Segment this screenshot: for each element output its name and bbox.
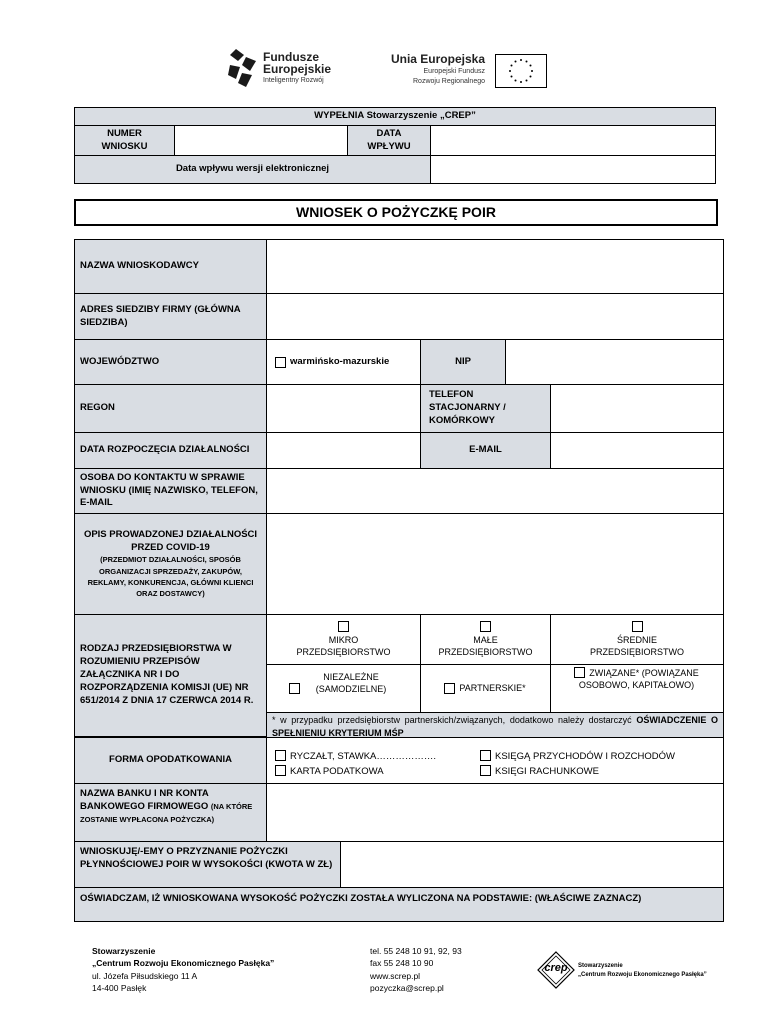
male-label: MAŁE PRZEDSIĘBIORSTWO <box>438 634 533 657</box>
nip-field[interactable] <box>505 339 724 385</box>
fe-logo-line3: Inteligentny Rozwój <box>263 77 324 84</box>
crep-logo-org <box>578 962 707 979</box>
form-title: WNIOSEK O POŻYCZKĘ POIR <box>74 199 718 226</box>
male-checkbox[interactable] <box>480 621 491 632</box>
partnerskie-option[interactable] <box>420 664 551 712</box>
mikro-option[interactable] <box>266 614 421 665</box>
adres-field[interactable] <box>266 293 724 340</box>
male-option[interactable] <box>420 614 551 665</box>
partnerskie-checkbox[interactable] <box>444 683 455 694</box>
wojewodztwo-option[interactable] <box>266 339 421 385</box>
footnote-bold: OŚWIADCZENIE O SPEŁNIENIU KRYTERIUM MŚP <box>272 715 718 738</box>
crep-logo-org1: Stowarzyszenie <box>578 963 623 969</box>
ue-line1: Unia Europejska <box>390 52 485 66</box>
regon-label: REGON <box>74 384 267 433</box>
telefon-label: TELEFON STACJONARNY / KOMÓRKOWY <box>420 384 551 433</box>
email-field[interactable] <box>550 432 724 469</box>
office-title: WYPEŁNIA Stowarzyszenie „CREP” <box>74 107 716 126</box>
footer-address <box>92 945 332 994</box>
ue-line3: Rozwoju Regionalnego <box>413 78 485 85</box>
electronic-date-field[interactable] <box>430 155 716 184</box>
footer-www[interactable]: www.screp.pl <box>370 970 421 981</box>
niezalezne-label: NIEZALEŻNE (SAMODZIELNE) <box>315 672 387 695</box>
adres-label: ADRES SIEDZIBY FIRMY (GŁÓWNA SIEDZIBA) <box>74 293 267 340</box>
forma-label: FORMA OPODATKOWANIA <box>74 737 267 784</box>
karta-label: KARTA PODATKOWA <box>290 766 384 777</box>
ryczalt-checkbox[interactable] <box>275 750 286 761</box>
ksiegi-checkbox[interactable] <box>480 765 491 776</box>
wojewodztwo-label: WOJEWÓDZTWO <box>74 339 267 385</box>
footer-mail[interactable]: pozyczka@screp.pl <box>370 982 444 993</box>
footnote <box>266 712 724 738</box>
forma-options <box>266 737 724 784</box>
fe-logo-line1: Fundusze <box>263 50 319 64</box>
nazwa-label: NAZWA WNIOSKODAWCY <box>74 239 267 294</box>
numer-wniosku-label: NUMER WNIOSKU <box>74 125 175 156</box>
nip-label: NIP <box>420 339 506 385</box>
zwiazane-label: ZWIĄZANE* (POWIĄZANE OSOBOWO, KAPITAŁOWO) <box>578 668 699 691</box>
zwiazane-option[interactable] <box>550 664 724 712</box>
wnioskuje-label: WNIOSKUJĘ/-EMY O PRZYZNANIE POŻYCZKI PŁYNNOŚCIOWEJ POIR W WYSOKOŚCI (KWOTA W ZŁ) <box>74 841 341 888</box>
niezalezne-option[interactable] <box>266 664 421 712</box>
bank-main: NAZWA BANKU I NR KONTA BANKOWEGO FIRMOWEGO <box>80 788 209 812</box>
data-rozpoczecia-field[interactable] <box>266 432 421 469</box>
osoba-label: OSOBA DO KONTAKTU W SPRAWIE WNIOSKU (IMIĘ NAZWISKO, TELEFON, E-MAIL <box>74 468 267 514</box>
mikro-label: MIKRO PRZEDSIĘBIORSTWO <box>296 634 391 657</box>
crep-logo-org2: „Centrum Rozwoju Ekonomicznego Pasłęka” <box>578 971 707 978</box>
partnerskie-label: PARTNERSKIE* <box>459 683 526 693</box>
nazwa-field[interactable] <box>266 239 724 294</box>
fe-logo-icon <box>228 49 258 87</box>
crep-logo <box>536 950 751 992</box>
ue-line2: Europejski Fundusz <box>423 68 485 75</box>
bank-sub: (NA KTÓRE ZOSTANIE WYPŁACONA POŻYCZKA) <box>80 801 253 824</box>
footnote-prefix: * w przypadku przedsiębiorstw partnerskich/związanych, dodatkowo należy dostarczyć <box>272 715 632 725</box>
ksiegi-option[interactable] <box>480 765 599 777</box>
zwiazane-checkbox[interactable] <box>574 667 585 678</box>
karta-checkbox[interactable] <box>275 765 286 776</box>
ksiega-label: KSIĘGĄ PRZYCHODÓW I ROZCHODÓW <box>495 751 675 762</box>
opis-sub: (PRZEDMIOT DZIAŁALNOŚCI, SPOSÓB ORGANIZACJI SPRZEDAŻY, ZAKUPÓW, REKLAMY, KONKURENCJA, GŁÓWNI KLIENCI ORAZ DOSTAWCY) <box>87 555 254 599</box>
footer-fax: fax 55 248 10 90 <box>370 958 434 969</box>
ryczalt-option[interactable] <box>275 750 436 762</box>
data-rozpoczecia-label: DATA ROZPOCZĘCIA DZIAŁALNOŚCI <box>74 432 267 469</box>
eu-flag-icon <box>495 54 547 88</box>
footer-tel: tel. 55 248 10 91, 92, 93 <box>370 946 462 956</box>
footer-addr2: 14-400 Pasłęk <box>92 982 147 993</box>
footer-org2: „Centrum Rozwoju Ekonomicznego Pasłęka” <box>92 958 275 969</box>
crep-logo-text: crep <box>544 962 568 974</box>
electronic-date-label: Data wpływu wersji elektronicznej <box>74 155 431 184</box>
oswiadczam-label: OŚWIADCZAM, IŻ WNIOSKOWANA WYSOKOŚĆ POŻYCZKI ZOSTAŁA WYLICZONA NA PODSTAWIE: (WŁAŚCIWE ZAZNACZ) <box>74 887 724 922</box>
fe-logo <box>228 49 358 91</box>
data-wplywu-field[interactable] <box>430 125 716 156</box>
ksiegi-label: KSIĘGI RACHUNKOWE <box>495 766 599 777</box>
bank-field[interactable] <box>266 783 724 842</box>
regon-field[interactable] <box>266 384 421 433</box>
opis-label <box>74 513 267 615</box>
email-label: E-MAIL <box>420 432 551 469</box>
ksiega-option[interactable] <box>480 750 675 762</box>
wojewodztwo-checkbox[interactable] <box>275 357 286 368</box>
srednie-checkbox[interactable] <box>632 621 643 632</box>
wojewodztwo-option-label: warmińsko-mazurskie <box>290 355 390 367</box>
data-wplywu-label: DATA WPŁYWU <box>347 125 431 156</box>
opis-field[interactable] <box>266 513 724 615</box>
footer-addr1: ul. Józefa Piłsudskiego 11 A <box>92 970 198 981</box>
opis-main: OPIS PROWADZONEJ DZIAŁALNOŚCI PRZED COVID-19 <box>83 528 258 553</box>
numer-wniosku-field[interactable] <box>174 125 348 156</box>
kwota-field[interactable] <box>340 841 724 888</box>
footer-org1: Stowarzyszenie <box>92 946 156 956</box>
ue-logo <box>372 52 547 92</box>
ryczalt-label: RYCZAŁT, STAWKA………………. <box>290 751 437 762</box>
osoba-field[interactable] <box>266 468 724 514</box>
footer-contact <box>370 945 530 994</box>
karta-option[interactable] <box>275 765 384 777</box>
srednie-option[interactable] <box>550 614 724 665</box>
bank-label <box>74 783 267 842</box>
niezalezne-checkbox[interactable] <box>289 683 300 694</box>
telefon-field[interactable] <box>550 384 724 433</box>
mikro-checkbox[interactable] <box>338 621 349 632</box>
rodzaj-label: RODZAJ PRZEDSIĘBIORSTWA W ROZUMIENIU PRZEPISÓW ZAŁĄCZNIKA NR I DO ROZPORZĄDZENIA KOMISJI (UE) NR 651/2014 Z DNIA 17 CZERWCA 2014 R. <box>74 614 267 737</box>
fe-logo-line2: Europejskie <box>263 62 332 76</box>
ksiega-checkbox[interactable] <box>480 750 491 761</box>
srednie-label: ŚREDNIE PRZEDSIĘBIORSTWO <box>589 634 684 657</box>
